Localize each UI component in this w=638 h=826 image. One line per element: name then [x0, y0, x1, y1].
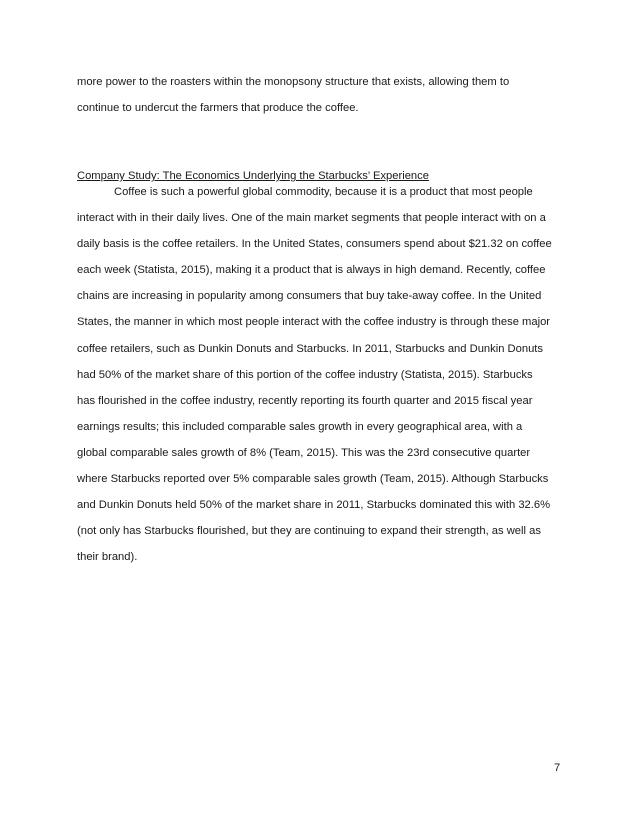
body-line-12: where Starbucks reported over 5% comparable sales growth (Team, 2015). Although Starbucks	[77, 473, 549, 485]
body-line-4: each week (Statista, 2015), making it a product that is always in high demand. Recently, coffee	[77, 264, 546, 276]
body-line-7: coffee retailers, such as Dunkin Donuts and Starbucks. In 2011, Starbucks and Dunkin Donuts	[77, 343, 543, 355]
body-line-10: earnings results; this included comparable sales growth in every geographical area, with a	[77, 421, 523, 433]
body-line-11: global comparable sales growth of 8% (Team, 2015). This was the 23rd consecutive quarter	[77, 447, 531, 459]
body-line-6: States, the manner in which most people interact with the coffee industry is through these major	[77, 316, 551, 328]
body-line-8: had 50% of the market share of this portion of the coffee industry (Statista, 2015). Starbucks	[77, 369, 533, 381]
body-line-5: chains are increasing in popularity among consumers that buy take-away coffee. In the United	[77, 290, 542, 302]
body-line-9: has flourished in the coffee industry, recently reporting its fourth quarter and 2015 fiscal year	[77, 395, 533, 407]
body-line-1: Coffee is such a powerful global commodity, because it is a product that most people	[114, 186, 533, 198]
body-line-14: (not only has Starbucks flourished, but they are continuing to expand their strength, as well as	[77, 525, 541, 537]
intro-line-2: continue to undercut the farmers that produce the coffee.	[77, 102, 359, 114]
intro-line-1: more power to the roasters within the monopsony structure that exists, allowing them to	[77, 76, 510, 88]
page-number: 7	[554, 762, 561, 774]
section-heading: Company Study: The Economics Underlying the Starbucks’ Experience	[77, 170, 429, 182]
body-line-15: their brand).	[77, 551, 138, 563]
body-line-3: daily basis is the coffee retailers. In the United States, consumers spend about $21.32 on coffee	[77, 238, 552, 250]
body-line-13: and Dunkin Donuts held 50% of the market share in 2011, Starbucks dominated this with 32.6%	[77, 499, 551, 511]
body-line-2: interact with in their daily lives. One of the main market segments that people interact with on a	[77, 212, 546, 224]
